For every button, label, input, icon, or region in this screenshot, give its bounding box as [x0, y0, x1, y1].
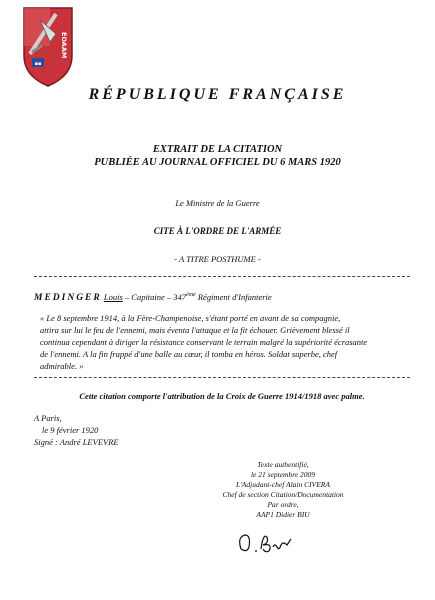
auth-line-1: Texte authentifié, [257, 460, 309, 469]
authentication-block [188, 460, 378, 520]
divider-top [34, 276, 410, 277]
soldier-name-line [34, 292, 272, 303]
emblem-logo [20, 6, 76, 88]
auth-line-4: Chef de section Citation/Documentation [222, 490, 344, 499]
extrait-line-1: EXTRAIT DE LA CITATION [152, 144, 283, 155]
citation-line: continua cependant à diriger la résistance conservant le terrain malgré la supériorité écrasante [40, 337, 368, 347]
signed-line: Signé : André LEVEVRE [34, 437, 119, 447]
soldier-rank: – Capitaine – 347 [124, 292, 187, 302]
citation-paragraph [40, 312, 410, 372]
citation-line: « Le 8 septembre 1914, à la Fère-Champenoise, s'étant porté en avant de sa compagnie, [40, 313, 341, 323]
soldier-surname: MEDINGER [34, 293, 102, 303]
place-date-block [34, 412, 119, 448]
divider-bottom [34, 377, 410, 378]
place-line: A Paris, [34, 413, 62, 423]
extrait-line-2: PUBLIÉE AU JOURNAL OFFICIEL DU 6 MARS 1920 [94, 157, 341, 168]
soldier-ordinal: ème [186, 292, 196, 299]
citation-line: admirable. » [40, 361, 84, 371]
croix-de-guerre-mention: Cette citation comporte l'attribution de la Croix de Guerre 1914/1918 avec palme. [79, 391, 365, 401]
citation-line: de l'ennemi. A la fin frappé d'une balle au cœur, il tomba en héros. Soldat superbe, chef [40, 349, 338, 359]
date-line: le 9 février 1920 [42, 425, 99, 435]
auth-line-3: L'Adjudant-chef Alain CIVERA [236, 480, 330, 489]
citation-line: attira sur lui le feu de l'ennemi, mais éventa l'attaque et la fit échouer. Grièvement blessé il [40, 325, 350, 335]
soldier-regiment: Régiment d'Infanterie [197, 292, 272, 302]
auth-line-2: le 21 septembre 2009 [250, 470, 316, 479]
republique-heading: RÉPUBLIQUE FRANÇAISE [88, 86, 347, 103]
ministre-line: Le Ministre de la Guerre [175, 198, 260, 208]
soldier-firstname: Louis [103, 292, 123, 302]
cite-heading: CITE À L'ORDRE DE L'ARMÉE [153, 226, 282, 236]
posthume-line: - A TITRE POSTHUME - [174, 254, 261, 264]
svg-text:▪▪: ▪▪ [34, 61, 42, 67]
handwritten-signature [235, 527, 295, 557]
auth-line-6: AAP1 Didier BIU [256, 510, 310, 519]
emblem-text: EOAAM [60, 32, 68, 59]
auth-line-5: Par ordre, [267, 500, 299, 509]
